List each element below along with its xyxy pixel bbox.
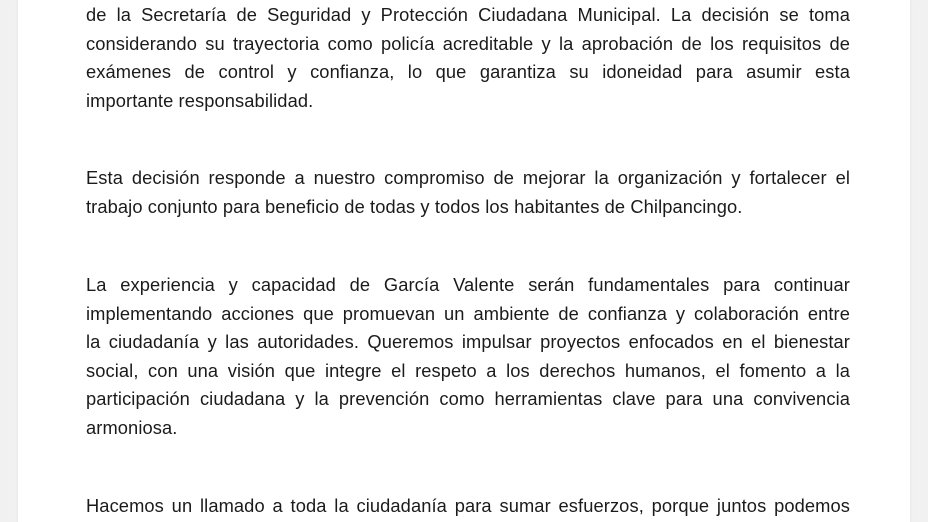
paragraph-appointment (86, 1, 850, 115)
paragraph-call-to-action (86, 492, 850, 521)
paragraph-commitment (86, 164, 850, 221)
paragraph-line: La experiencia y capacidad de García Valente serán fundamentales para continuar (86, 274, 850, 295)
paragraph-line: social, con una visión que integre el respeto a los derechos humanos, el fomento a la (86, 359, 850, 381)
paragraph-line: importante responsabilidad. (86, 89, 314, 111)
paragraph-line: participación ciudadana y la prevención como herramientas clave para una convivencia (86, 388, 850, 409)
paragraph-line: considerando su trayectoria como policía acreditable y la aprobación de los requisitos de (86, 32, 850, 54)
paragraph-line: armoniosa. (86, 416, 178, 438)
paragraph-line: Hacemos un llamado a toda la ciudadanía para sumar esfuerzos, porque juntos podemos (86, 495, 850, 516)
document-page (18, 0, 910, 522)
paragraph-line: trabajo conjunto para beneficio de todas y todos los habitantes de Chilpancingo. (86, 195, 743, 217)
paragraph-line: implementando acciones que promuevan un ambiente de confianza y colaboración entre (86, 302, 850, 324)
paragraph-line: Esta decisión responde a nuestro compromiso de mejorar la organización y fortalecer el (86, 167, 850, 188)
paragraph-experience (86, 271, 850, 442)
paragraph-line: exámenes de control y confianza, lo que garantiza su idoneidad para asumir esta (86, 61, 850, 82)
paragraph-line: la ciudadanía y las autoridades. Queremos impulsar proyectos enfocados en el bienestar (86, 331, 850, 352)
paragraph-line: de la Secretaría de Seguridad y Protección Ciudadana Municipal. La decisión se toma (86, 4, 850, 25)
